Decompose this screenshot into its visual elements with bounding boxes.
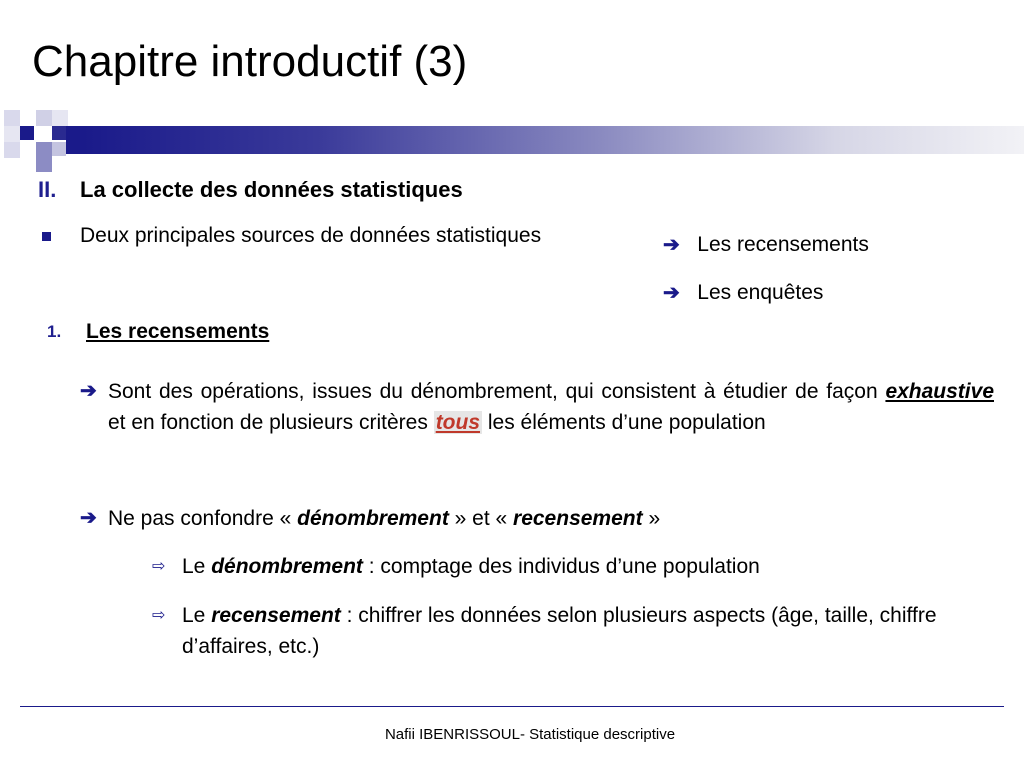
decorative-gradient-bar — [82, 126, 1024, 154]
text-segment: Le — [182, 555, 212, 578]
text-segment: Ne pas confondre « — [108, 507, 298, 530]
arrow-right-icon: ➔ — [663, 234, 680, 256]
text-segment: Sont des opérations, issues du dénombrement, qui consistent à étudier de façon — [108, 380, 886, 403]
bullet-text: Deux principales sources de données statistiques — [80, 224, 542, 247]
source-item-recensements — [663, 232, 869, 257]
section-number: II. — [38, 177, 57, 202]
square-bullet-icon — [42, 232, 51, 241]
arrow-right-icon: ➔ — [80, 380, 97, 402]
text-segment: : chiffrer les données selon plusieurs aspects (âge, taille, chiffre d’affaires, etc.) — [182, 604, 937, 658]
source-label: Les enquêtes — [697, 281, 824, 304]
emphasis-term: dénombrement — [211, 555, 363, 578]
definition-paragraph — [108, 376, 994, 438]
emphasis-exhaustive: exhaustive — [885, 380, 994, 403]
slide-title: Chapitre introductif (3) — [32, 37, 468, 86]
arrow-right-icon: ➔ — [80, 507, 97, 529]
emphasis-denombrement: dénombrement — [297, 507, 449, 530]
source-item-enquetes — [663, 280, 823, 305]
emphasis-recensement: recensement — [513, 507, 643, 530]
hollow-arrow-icon: ⇨ — [152, 558, 166, 575]
subsection-number: 1. — [47, 322, 62, 341]
text-segment: Le — [182, 604, 212, 627]
warning-paragraph — [108, 503, 994, 534]
subitem-denombrement — [182, 551, 982, 582]
emphasis-tous: tous — [435, 411, 481, 434]
text-segment: les éléments d’une population — [482, 411, 766, 434]
footer-divider — [20, 706, 1004, 707]
footer-text: Nafii IBENRISSOUL- Statistique descriptive — [384, 726, 676, 743]
text-segment: » et « — [448, 507, 514, 530]
emphasis-term: recensement — [211, 604, 341, 627]
subsection-title: Les recensements — [86, 320, 270, 343]
text-segment: : comptage des individus d’une population — [362, 555, 760, 578]
hollow-arrow-icon: ⇨ — [152, 607, 166, 624]
arrow-right-icon: ➔ — [663, 282, 680, 304]
subitem-recensement — [182, 600, 982, 662]
text-segment: » — [642, 507, 661, 530]
text-segment: et en fonction de plusieurs critères — [108, 411, 434, 434]
source-label: Les recensements — [697, 233, 869, 256]
section-title: La collecte des données statistiques — [80, 177, 463, 202]
